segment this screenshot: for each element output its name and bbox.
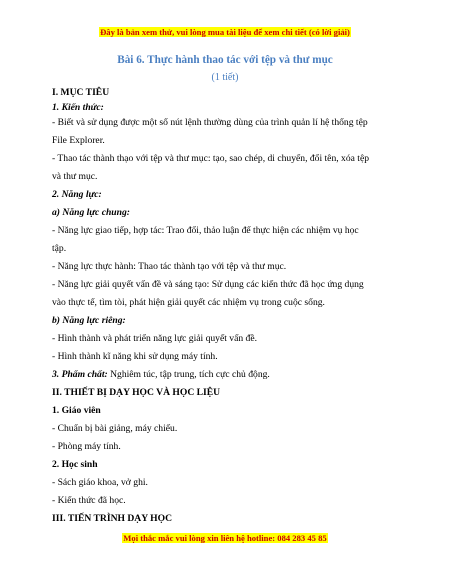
text-line: - Biết và sử dụng được một số nút lệnh thường dùng của trình quản lí hệ thống tệp <box>52 117 368 128</box>
section-heading: III. TIẾN TRÌNH DẠY HỌC <box>52 513 173 524</box>
subsection-heading: a) Năng lực chung: <box>52 207 130 218</box>
text-line: - Phòng máy tính. <box>52 441 121 452</box>
lesson-content <box>52 85 404 526</box>
subsection-heading: 1. Giáo viên <box>52 405 101 416</box>
subsection-heading: 3. Phẩm chất: <box>52 369 108 380</box>
text-line: - Năng lực giao tiếp, hợp tác: Trao đổi, thảo luận để thực hiện các nhiệm vụ học <box>52 225 359 236</box>
subsection-heading: b) Năng lực riêng: <box>52 315 126 326</box>
section-heading: I. MỤC TIÊU <box>52 87 110 98</box>
section-heading: II. THIẾT BỊ DẠY HỌC VÀ HỌC LIỆU <box>52 387 221 398</box>
lesson-duration: (1 tiết) <box>211 72 239 83</box>
text-line: - Kiến thức đã học. <box>52 495 126 506</box>
text-line: - Hình thành và phát triển năng lực giải quyết vấn đề. <box>52 333 258 344</box>
text-line: - Sách giáo khoa, vở ghi. <box>52 477 148 488</box>
text-line: - Hình thành kĩ năng khi sử dụng máy tính. <box>52 351 218 362</box>
text-line: - Chuẩn bị bài giảng, máy chiếu. <box>52 423 178 434</box>
lesson-title: Bài 6. Thực hành thao tác với tệp và thư mục <box>117 54 333 66</box>
text-line: và thư mục. <box>52 171 98 182</box>
text-line: - Thao tác thành thạo với tệp và thư mục: tạo, sao chép, di chuyển, đổi tên, xóa tệp <box>52 153 370 164</box>
text-run: Nghiêm túc, tập trung, tích cực chủ động. <box>107 369 270 380</box>
preview-notice-text: Đây là bản xem thử, vui lòng mua tài liệu để xem chi tiết (có lời giải) <box>100 27 350 37</box>
hotline-banner <box>0 533 450 543</box>
hotline-text: Mọi thắc mắc vui lòng xin liên hệ hotline: 084 283 45 85 <box>123 533 327 543</box>
subsection-heading: 2. Học sinh <box>52 459 98 470</box>
subsection-heading: 2. Năng lực: <box>52 189 102 200</box>
preview-notice-banner <box>0 27 450 37</box>
text-line: vào thực tế, tìm tòi, phát hiện giải quyết các nhiệm vụ trong cuộc sống. <box>52 297 325 308</box>
text-line: File Explorer. <box>52 135 105 146</box>
text-line: - Năng lực thực hành: Thao tác thành tạo với tệp và thư mục. <box>52 261 287 272</box>
text-line <box>52 367 404 382</box>
subsection-heading: 1. Kiến thức: <box>52 102 104 113</box>
text-line: - Năng lực giải quyết vấn đề và sáng tạo: Sử dụng các kiến thức đã học ứng dụng <box>52 279 364 290</box>
text-line: tập. <box>52 243 67 254</box>
